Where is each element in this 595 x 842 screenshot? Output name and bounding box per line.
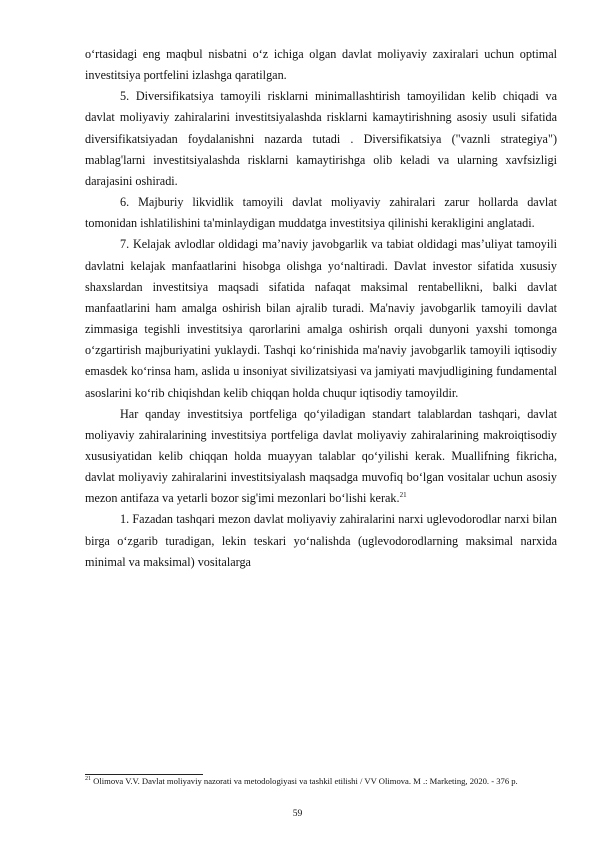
- paragraph-portfolio-requirements: [85, 404, 557, 510]
- paragraph-portfolio-requirements-text: Har qanday investitsiya portfeliga qo‘yiladigan standart talablardan tashqari, davlat moliyaviy zahiralarining investitsiya portfeliga davlat moliyaviy zahiralarining makroiqtisodiy xususiyatidan kelib chiqqan holda muayyan talablar qo‘yilishi kerak. Muallifning fikricha, davlat moliyaviy zahiralarini investitsiyalash maqsadga muvofiq bo‘lgan vositalar uchun asosiy mezon antifaza va yetarli bozor sig'imi mezonlari bo‘lishi kerak.: [85, 406, 557, 506]
- paragraph-liquidity-principle: 6. Majburiy likvidlik tamoyili davlat moliyaviy zahiralari zarur hollarda davlat tomonidan ishlatilishini ta'minlaydigan muddatga investitsiya qilinishi kerakligini anglatadi.: [85, 195, 557, 231]
- page-number: 59: [292, 808, 303, 819]
- paragraph-continuation: o‘rtasidagi eng maqbul nisbatni o‘z ichiga olgan davlat moliyaviy zaxiralari uchun optimal investitsiya portfelini izlashga qaratilgan.: [85, 47, 557, 83]
- footnote-text: Olimova V.V. Davlat moliyaviy nazorati va metodologiyasi va tashkil etilishi / VV Olimova. M .: Marketing, 2020. - 376 p.: [93, 776, 518, 786]
- footnote-number: 21: [85, 776, 91, 783]
- paragraph-diversification-principle: 5. Diversifikatsiya tamoyili risklarni minimallashtirish tamoyilidan kelib chiqadi va davlat moliyaviy zahiralarini investitsiyalashda risklarni kamaytirishning asosiy usuli sifatida diversifikatsiyadan foydalanishni nazarda tutadi . Diversifikatsiya ("vaznli strategiya") mablag'larni investitsiyalashda risklarni kamaytirishga olib keladi va ularning xavfsizligi darajasini oshiradi.: [85, 89, 557, 188]
- document-body: [85, 44, 557, 573]
- paragraph-moral-responsibility-principle: 7. Kelajak avlodlar oldidagi ma’naviy javobgarlik va tabiat oldidagi mas’uliyat tamoyili davlatni kelajak manfaatlarini hisobga olishga yo‘naltiradi. Davlat investor sifatida xususiy shaxslardan investitsiya maqsadi sifatida nafaqat maksimal rentabellikni, balki davlat manfaatlarini ham amalga oshirish bilan ajralib turadi. Ma'naviy javobgarlik tamoyili davlat zimmasiga tegishli investitsiya qarorlarini amalga oshirish orqali dunyoni yaxshi tomonga o‘zgartirish majburiyatini yuklaydi. Tashqi ko‘rinishida ma'naviy javobgarlik tamoyili iqtisodiy emasdek ko‘rinsa ham, aslida u insoniyat sivilizatsiyasi va jamiyati mavjudligining fundamental asoslarini ko‘rib chiqishdan kelib chiqqan holda chuqur iqtisodiy tamoyildir.: [85, 237, 557, 400]
- footnote: [85, 776, 557, 788]
- footnote-divider: [85, 774, 203, 775]
- footnote-reference[interactable]: 21: [399, 491, 407, 500]
- paragraph-antiphase-criterion: 1. Fazadan tashqari mezon davlat moliyaviy zahiralarini narxi uglevodorodlar narxi bilan birga o‘zgarib turadigan, lekin teskari yo‘nalishda (uglevodorodlarning maksimal narxida minimal va maksimal) vositalarga: [85, 512, 557, 569]
